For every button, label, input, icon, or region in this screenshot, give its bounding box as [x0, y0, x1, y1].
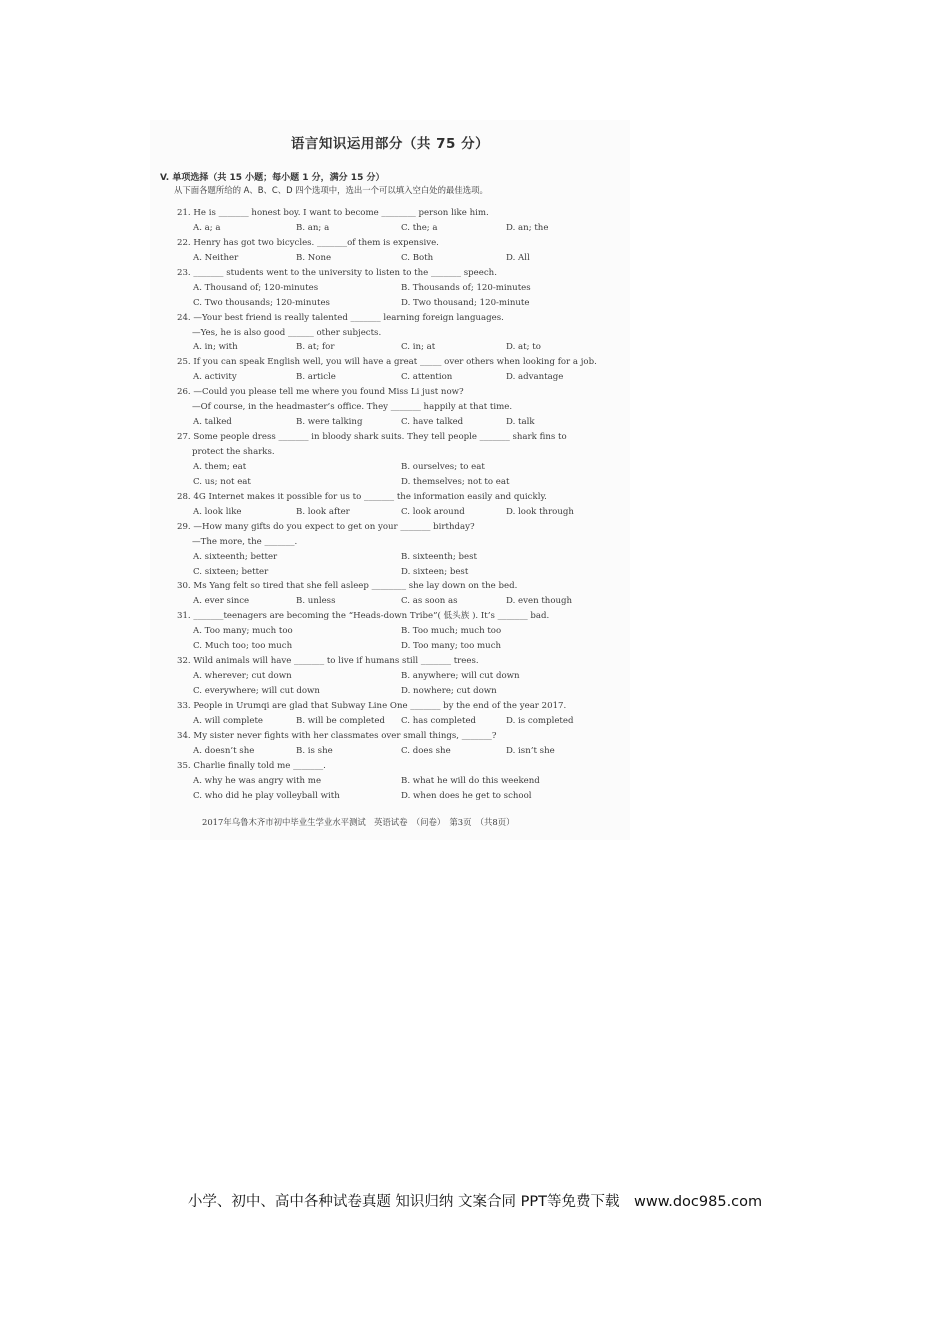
option-row — [193, 684, 627, 699]
answer-option: D. Two thousand; 120-minute — [401, 297, 530, 308]
answer-option: C. who did he play volleyball with — [193, 790, 340, 801]
question-item — [177, 355, 627, 385]
option-row — [193, 340, 627, 355]
answer-option: D. an; the — [506, 222, 549, 233]
option-row — [193, 251, 627, 266]
question-stem: 21. He is _______ honest boy. I want to become ________ person like him. — [177, 208, 489, 218]
question-stem: 29. —How many gifts do you expect to get on your _______ birthday? — [177, 521, 475, 532]
question-stem: 27. Some people dress _______ in bloody shark suits. They tell people _______ shark fins to — [177, 432, 567, 443]
answer-option: B. is she — [296, 745, 333, 756]
answer-option: A. a; a — [193, 222, 221, 233]
question-stem: 35. Charlie finally told me _______. — [177, 760, 326, 771]
answer-option: C. the; a — [401, 222, 438, 233]
answer-option: C. as soon as — [401, 596, 458, 607]
answer-option: C. Two thousands; 120-minutes — [193, 297, 330, 308]
option-row — [193, 475, 627, 490]
question-item — [177, 654, 627, 699]
question-stem-continued: —The more, the _______. — [192, 536, 298, 547]
answer-option: D. at; to — [506, 342, 541, 353]
question-item — [177, 520, 627, 580]
question-item — [177, 311, 627, 356]
option-row — [193, 281, 627, 296]
answer-option: C. us; not eat — [193, 476, 251, 487]
answer-option: B. Thousands of; 120-minutes — [401, 282, 531, 293]
option-row — [193, 774, 627, 789]
answer-option: D. even though — [506, 596, 573, 607]
answer-option: B. unless — [296, 596, 336, 607]
question-stem: 23. _______ students went to the university to listen to the _______ speech. — [177, 267, 497, 278]
answer-option: D. look through — [506, 506, 574, 517]
answer-option: A. why he was angry with me — [193, 775, 322, 786]
answer-option: A. Thousand of; 120-minutes — [193, 282, 319, 293]
answer-option: B. will be completed — [296, 715, 385, 726]
answer-option: A. activity — [193, 372, 237, 383]
question-stem-continued: —Yes, he is also good ______ other subjects. — [192, 327, 382, 338]
question-item — [177, 206, 627, 236]
answer-option: D. talk — [506, 417, 535, 428]
question-item — [177, 759, 627, 804]
option-row — [193, 639, 627, 654]
question-item — [177, 266, 627, 311]
option-row — [193, 221, 627, 236]
answer-option: D. isn’t she — [506, 745, 555, 756]
answer-option: A. them; eat — [193, 461, 247, 472]
question-item — [177, 490, 627, 520]
option-row — [193, 415, 627, 430]
question-item — [177, 430, 627, 490]
download-watermark: 小学、初中、高中各种试卷真题 知识归纳 文案合同 PPT等免费下载 www.doc985.com — [187, 1194, 763, 1210]
option-row — [193, 594, 627, 609]
option-row — [193, 460, 627, 475]
question-stem: 25. If you can speak English well, you will have a great _____ over others when looking for a job. — [177, 357, 597, 368]
answer-option: B. ourselves; to eat — [401, 461, 485, 472]
answer-option: A. in; with — [193, 342, 238, 353]
answer-option: B. article — [296, 372, 336, 383]
instructions: 从下面各题所给的 A、B、C、D 四个选项中，选出一个可以填入空白处的最佳选项。 — [174, 185, 488, 195]
section-title: V. 单项选择（共 15 小题；每小题 1 分，满分 15 分） — [160, 173, 385, 183]
part-heading: 语言知识运用部分（共 75 分） — [290, 136, 490, 152]
answer-option: D. Too many; too much — [401, 641, 502, 652]
answer-option: C. in; at — [401, 342, 436, 353]
answer-option: A. Too many; much too — [193, 626, 293, 637]
answer-option: C. Much too; too much — [193, 641, 293, 652]
answer-option: D. advantage — [506, 372, 564, 383]
option-row — [193, 505, 627, 520]
answer-option: A. will complete — [193, 715, 264, 726]
answer-option: A. ever since — [193, 596, 250, 607]
answer-option: D. is completed — [506, 715, 574, 726]
answer-option: C. has completed — [401, 715, 477, 726]
question-stem: 33. People in Urumqi are glad that Subway Line One _______ by the end of the year 2017. — [177, 700, 567, 711]
question-item — [177, 729, 627, 759]
option-row — [193, 370, 627, 385]
question-item — [177, 236, 627, 266]
answer-option: A. look like — [193, 506, 242, 517]
question-item — [177, 385, 627, 430]
question-stem-continued: —Of course, in the headmaster’s office. They _______ happily at that time. — [192, 402, 513, 413]
answer-option: C. look around — [401, 506, 465, 517]
answer-option: A. sixteenth; better — [193, 551, 278, 562]
answer-option: B. look after — [296, 506, 350, 517]
option-row — [193, 744, 627, 759]
option-row — [193, 565, 627, 580]
answer-option: D. All — [506, 252, 530, 263]
option-row — [193, 296, 627, 311]
answer-option: A. Neither — [193, 252, 239, 263]
question-stem: 30. Ms Yang felt so tired that she fell asleep ________ she lay down on the bed. — [177, 581, 518, 592]
option-row — [193, 789, 627, 804]
answer-option: A. talked — [193, 417, 232, 428]
question-list — [177, 206, 627, 804]
answer-option: B. Too much; much too — [401, 626, 502, 637]
answer-option: C. sixteen; better — [193, 566, 269, 577]
answer-option: B. what he will do this weekend — [401, 775, 540, 786]
option-row — [193, 669, 627, 684]
question-stem: 31. _______teenagers are becoming the “Heads-down Tribe”( 低头族 ). It’s _______ bad. — [177, 611, 550, 622]
question-stem-continued: protect the sharks. — [192, 447, 275, 457]
answer-option: C. Both — [401, 252, 434, 263]
answer-option: B. None — [296, 252, 332, 263]
question-stem: 28. 4G Internet makes it possible for us to _______ the information easily and quickly. — [177, 491, 547, 502]
answer-option: C. does she — [401, 745, 451, 756]
answer-option: B. sixteenth; best — [401, 551, 478, 562]
answer-option: B. at; for — [296, 342, 335, 353]
option-row — [193, 624, 627, 639]
question-item — [177, 579, 627, 609]
scanned-exam-page — [150, 120, 630, 840]
answer-option: D. when does he get to school — [401, 790, 532, 801]
question-item — [177, 699, 627, 729]
answer-option: B. an; a — [296, 222, 330, 233]
answer-option: A. wherever; cut down — [193, 671, 292, 682]
answer-option: D. themselves; not to eat — [401, 476, 510, 487]
page-footer: 2017年乌鲁木齐市初中毕业生学业水平测试 英语试卷 （问卷） 第3页 （共8页） — [202, 817, 515, 827]
answer-option: B. were talking — [296, 417, 363, 428]
answer-option: C. attention — [401, 372, 453, 383]
option-row — [193, 714, 627, 729]
question-stem: 22. Henry has got two bicycles. _______of them is expensive. — [177, 237, 439, 248]
question-stem: 34. My sister never fights with her classmates over small things, _______? — [177, 730, 497, 741]
answer-option: D. sixteen; best — [401, 566, 469, 577]
answer-option: A. doesn’t she — [193, 745, 255, 756]
answer-option: C. everywhere; will cut down — [193, 686, 320, 696]
question-item — [177, 609, 627, 654]
answer-option: D. nowhere; cut down — [401, 686, 497, 696]
question-stem: 26. —Could you please tell me where you found Miss Li just now? — [177, 387, 464, 398]
answer-option: C. have talked — [401, 417, 464, 428]
answer-option: B. anywhere; will cut down — [401, 671, 520, 682]
question-stem: 32. Wild animals will have _______ to live if humans still _______ trees. — [177, 656, 479, 667]
question-stem: 24. —Your best friend is really talented _______ learning foreign languages. — [177, 312, 504, 323]
option-row — [193, 550, 627, 565]
